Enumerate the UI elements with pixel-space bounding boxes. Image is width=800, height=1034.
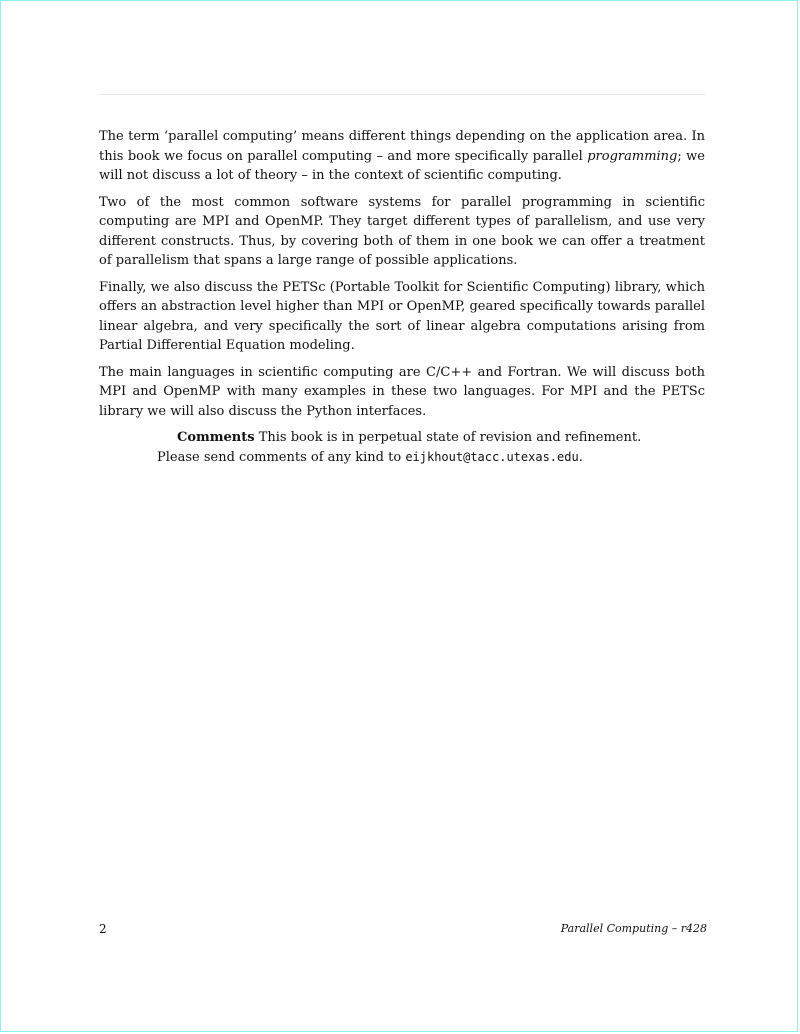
comments-label: Comments [177, 430, 255, 445]
page-body [99, 127, 705, 467]
comments-text: This book is in perpetual state of revision and refinement. Please send comments of any kind to [157, 430, 642, 465]
header-rule [99, 94, 705, 95]
emphasis-programming: programming [587, 148, 678, 164]
contact-email: eijkhout@tacc.utexas.edu [405, 449, 579, 464]
paragraph-intro-text-a: The term ‘parallel computing’ means different things depending on the application area. In this book we focus on parallel computing – and more specifically parallel [99, 129, 705, 164]
running-title: Parallel Computing – r428 [560, 922, 707, 935]
paragraph-intro-text-b: ; we will not discuss a lot of theory – in the context of scientific computing. [99, 148, 705, 183]
paragraph-mpi-openmp: Two of the most common software systems for parallel programming in scientific computing are MPI and OpenMP. They target different types of parallelism, and use very different constructs. Thus, by covering both of them in one book we can offer a treatment of parallelism that spans a large range of possible applications. [99, 194, 705, 268]
comments-block [157, 428, 647, 467]
page-number: 2 [99, 922, 107, 936]
paragraph-petsc: Finally, we also discuss the PETSc (Portable Toolkit for Scientific Computing) library, which offers an abstraction level higher than MPI or OpenMP, geared specifically towards parallel linear algebra, and very specifically the sort of linear algebra computations arising from Partial Differential Equation modeling. [99, 279, 705, 353]
comments-end: . [578, 449, 583, 465]
paragraph-intro [99, 127, 705, 186]
paragraph-languages: The main languages in scientific computing are C/C++ and Fortran. We will discuss both MPI and OpenMP with many examples in these two languages. For MPI and the PETSc library we will also discuss the Python interfaces. [99, 364, 705, 419]
